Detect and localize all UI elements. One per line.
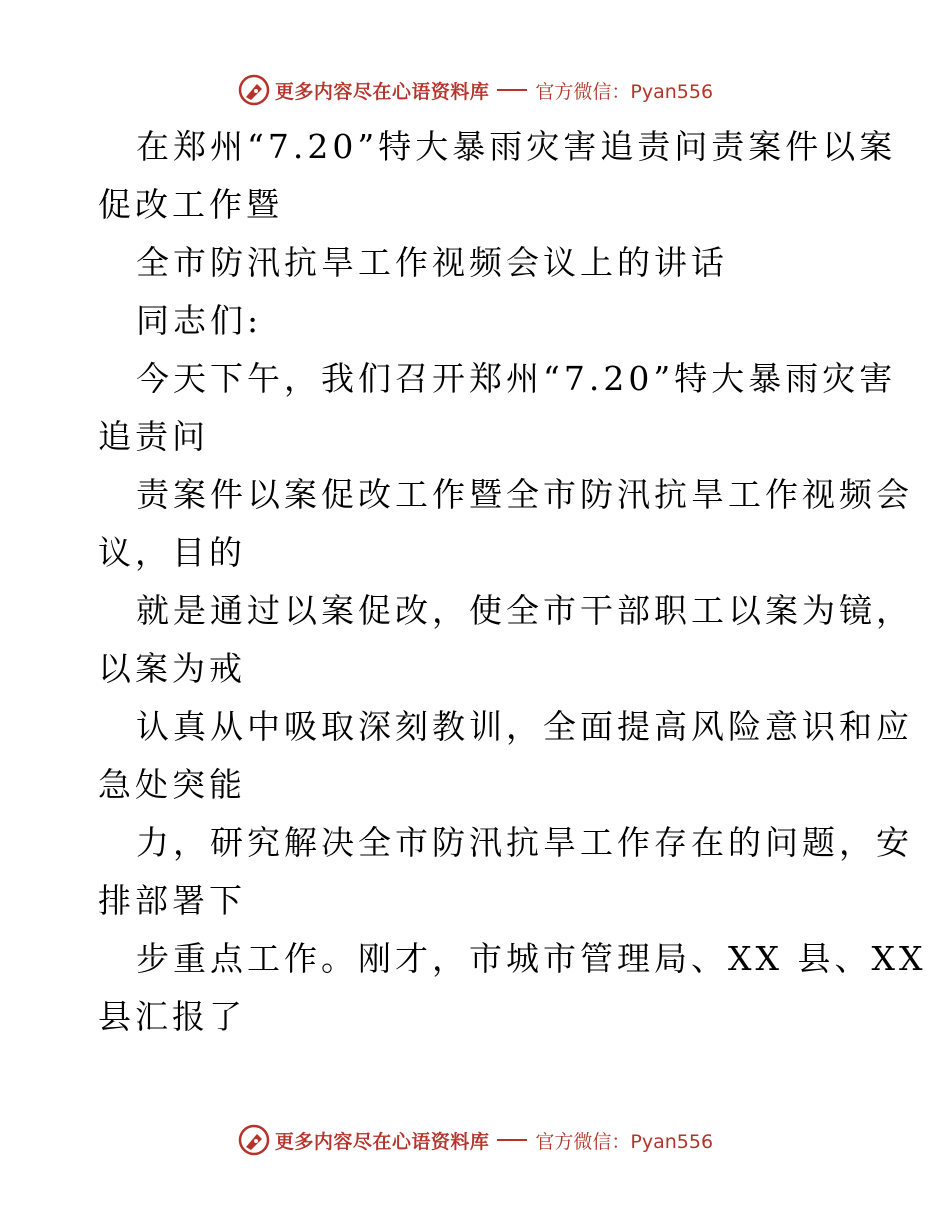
document-line: 县汇报了 (98, 997, 246, 1036)
watermark-site-text: 更多内容尽在心语资料库 (274, 1130, 490, 1153)
watermark-divider (497, 1139, 527, 1141)
document-line: 全市防汛抗旱工作视频会议上的讲话 (136, 243, 728, 282)
document-line: 以案为戒 (98, 649, 246, 688)
document-body (98, 118, 927, 1046)
document-line: 追责问 (98, 417, 209, 456)
document-line: 今天下午，我们召开郑州“7.20”特大暴雨灾害 (136, 359, 897, 398)
footer-watermark (0, 1120, 950, 1160)
watermark-site-text: 更多内容尽在心语资料库 (274, 80, 490, 103)
document-line: 同志们: (136, 301, 263, 340)
document-line: 议，目的 (98, 533, 246, 572)
watermark-wechat-text: 官方微信：Pyan556 (535, 80, 714, 103)
watermark-wechat-text: 官方微信：Pyan556 (535, 1130, 714, 1153)
pen-nib-logo-icon (237, 1123, 271, 1157)
document-line: 责案件以案促改工作暨全市防汛抗旱工作视频会 (136, 475, 913, 514)
document-line: 认真从中吸取深刻教训，全面提高风险意识和应 (136, 707, 913, 746)
document-line: 急处突能 (98, 765, 246, 804)
pen-nib-logo-icon (237, 73, 271, 107)
document-line: 就是通过以案促改，使全市干部职工以案为镜， (136, 591, 913, 630)
document-line: 力，研究解决全市防汛抗旱工作存在的问题，安 (136, 823, 913, 862)
document-line: 在郑州“7.20”特大暴雨灾害追责问责案件以案 (136, 127, 897, 166)
document-line: 步重点工作。刚才，市城市管理局、XX 县、XX (136, 939, 927, 978)
document-line: 促改工作暨 (98, 185, 283, 224)
document-line: 排部署下 (98, 881, 246, 920)
watermark-divider (497, 89, 527, 91)
header-watermark (0, 70, 950, 110)
